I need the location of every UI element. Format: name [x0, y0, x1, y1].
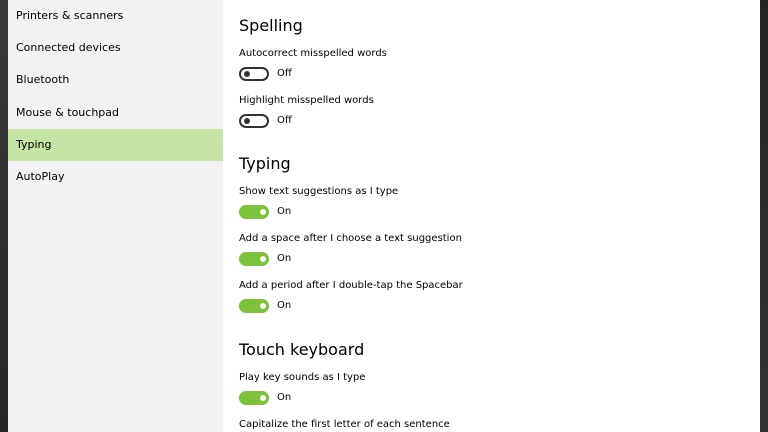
- period-label: Add a period after I double-tap the Spacebar: [239, 280, 463, 291]
- period-state: On: [277, 300, 292, 311]
- space-toggle[interactable]: [239, 252, 269, 266]
- sidebar-item-label: Typing: [16, 138, 52, 151]
- autocorrect-state: Off: [277, 68, 292, 79]
- toggle-knob: [260, 303, 266, 309]
- settings-content: [239, 0, 760, 432]
- autocorrect-toggle[interactable]: [239, 67, 269, 81]
- sidebar-item-label: Bluetooth: [16, 73, 70, 86]
- suggestions-label: Show text suggestions as I type: [239, 186, 399, 197]
- section-title-touch-keyboard: Touch keyboard: [239, 340, 365, 359]
- autocorrect-label: Autocorrect misspelled words: [239, 48, 387, 59]
- toggle-knob: [260, 395, 266, 401]
- toggle-knob: [260, 209, 266, 215]
- sidebar-item-typing[interactable]: [8, 129, 223, 161]
- period-toggle[interactable]: [239, 299, 269, 313]
- section-title-typing: Typing: [239, 154, 291, 173]
- section-title-spelling: Spelling: [239, 16, 303, 35]
- sidebar: [8, 0, 223, 432]
- sidebar-item-printers-scanners[interactable]: [8, 0, 223, 32]
- sidebar-item-mouse-touchpad[interactable]: [8, 97, 223, 129]
- sounds-state: On: [277, 392, 292, 403]
- suggestions-toggle[interactable]: [239, 205, 269, 219]
- space-label: Add a space after I choose a text suggestion: [239, 233, 462, 244]
- sounds-toggle[interactable]: [239, 391, 269, 405]
- toggle-knob: [244, 118, 250, 124]
- toggle-knob: [260, 256, 266, 262]
- highlight-state: Off: [277, 115, 292, 126]
- settings-window: [8, 0, 760, 432]
- sidebar-item-label: AutoPlay: [16, 170, 65, 183]
- toggle-knob: [244, 71, 250, 77]
- sidebar-item-autoplay[interactable]: [8, 161, 223, 193]
- sidebar-item-label: Printers & scanners: [16, 9, 124, 22]
- space-state: On: [277, 253, 292, 264]
- sidebar-item-bluetooth[interactable]: [8, 64, 223, 96]
- sidebar-item-label: Connected devices: [16, 41, 121, 54]
- sidebar-item-connected-devices[interactable]: [8, 32, 223, 64]
- suggestions-state: On: [277, 206, 292, 217]
- capitalize-label: Capitalize the first letter of each sentence: [239, 419, 450, 430]
- highlight-label: Highlight misspelled words: [239, 95, 374, 106]
- sidebar-item-label: Mouse & touchpad: [16, 106, 120, 119]
- sounds-label: Play key sounds as I type: [239, 372, 366, 383]
- highlight-toggle[interactable]: [239, 114, 269, 128]
